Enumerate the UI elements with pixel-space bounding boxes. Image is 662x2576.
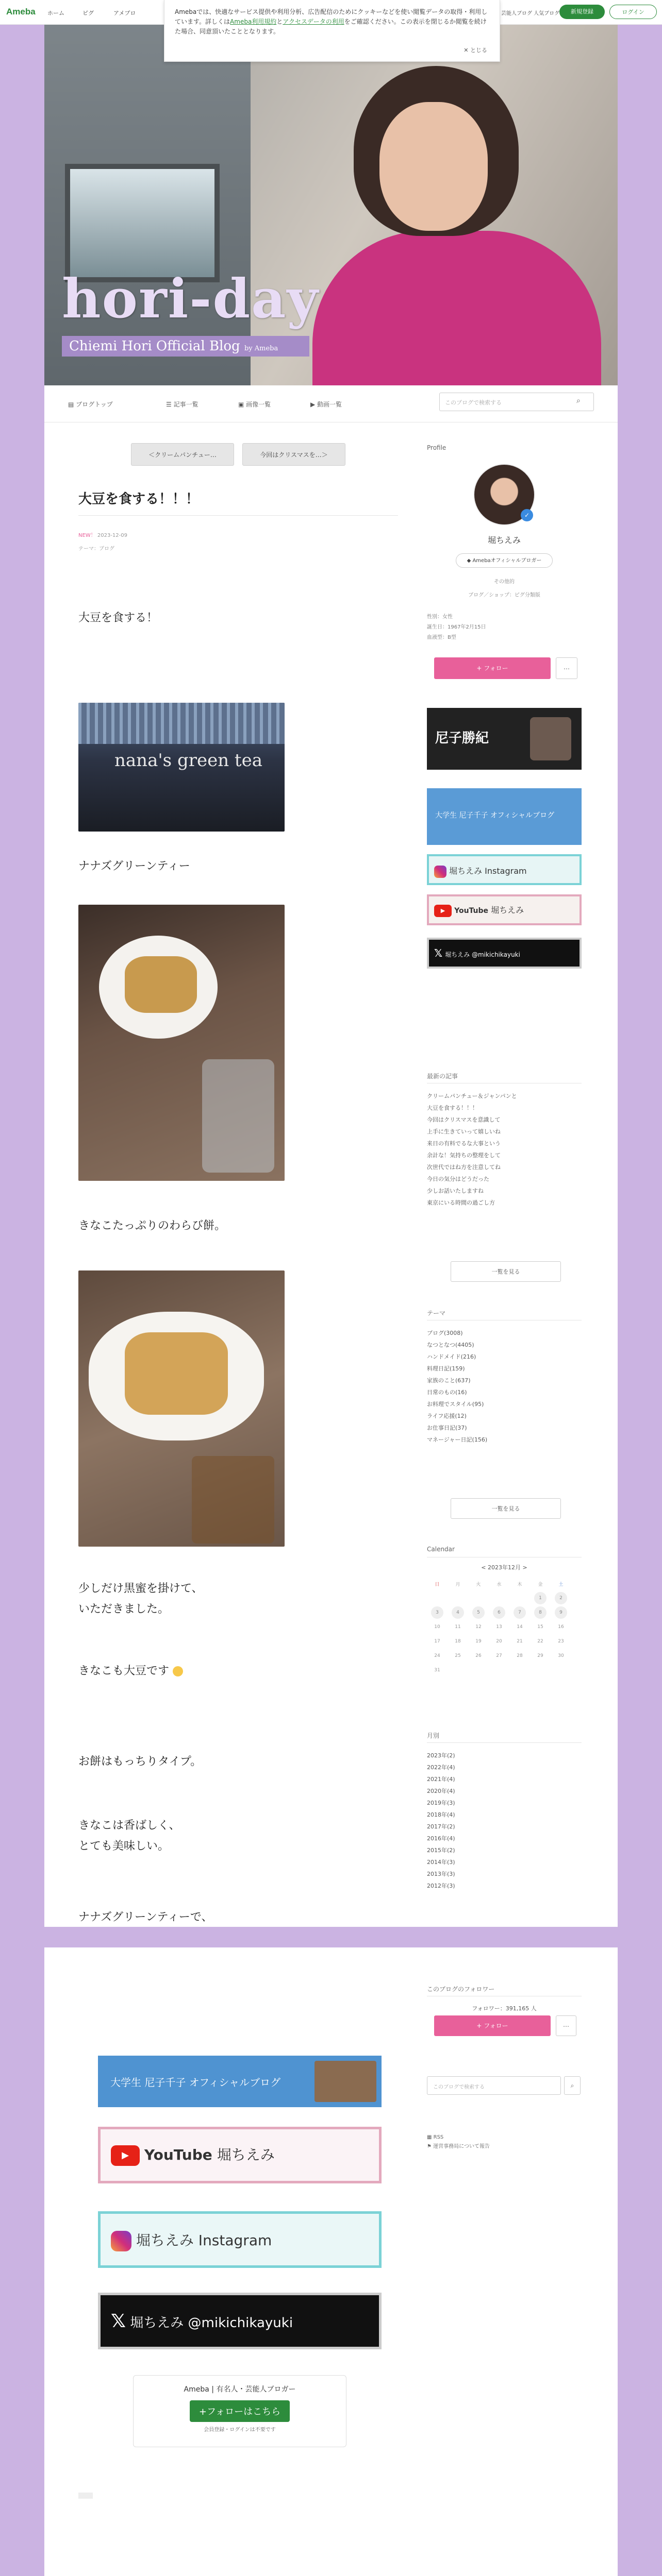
right-background bbox=[618, 25, 662, 2576]
recent-item[interactable]: 今日の気分はどうだった bbox=[427, 1176, 489, 1182]
side-search-input[interactable]: このブログで検索する bbox=[427, 2076, 561, 2095]
page-break bbox=[44, 1927, 618, 1947]
calendar-heading: Calendar bbox=[427, 1546, 455, 1553]
caption-nanas-end: ナナズグリーンティーで、 bbox=[78, 1911, 213, 1924]
kinako-mochi-close bbox=[125, 1332, 228, 1415]
verified-icon: ✓ bbox=[521, 509, 533, 521]
recent-item[interactable]: 少しお話いたしますね bbox=[427, 1188, 484, 1194]
lower-banner-x[interactable]: 𝕏 堀ちえみ @mikichikayuki bbox=[98, 2293, 382, 2349]
theme-item[interactable]: ブログ(3008) bbox=[427, 1330, 463, 1336]
calendar-day[interactable]: 1 bbox=[534, 1592, 547, 1604]
follower-more-button[interactable]: ⋯ bbox=[556, 2015, 576, 2036]
calendar-day[interactable]: 9 bbox=[555, 1606, 567, 1619]
nav-video-list[interactable]: ▶ 動画一覧 bbox=[310, 401, 342, 408]
recent-item[interactable]: 東京にいる時間の過ごし方 bbox=[427, 1199, 495, 1206]
archive-item[interactable]: 2015年(2) bbox=[427, 1847, 455, 1854]
recent-item[interactable]: 上手に生きていって嬉しいね bbox=[427, 1128, 501, 1135]
archive-item[interactable]: 2017年(2) bbox=[427, 1823, 455, 1830]
separator-mark bbox=[78, 2493, 93, 2499]
archive-item[interactable]: 2019年(3) bbox=[427, 1800, 455, 1806]
theme-heading: テーマ bbox=[427, 1310, 446, 1317]
caption-mochi: お餅はもっちりタイプ。 bbox=[78, 1755, 202, 1768]
report-link[interactable]: ⚑ 運営事務局について報告 bbox=[427, 2144, 490, 2149]
archive-item[interactable]: 2013年(3) bbox=[427, 1871, 455, 1877]
calendar-day[interactable]: 2 bbox=[555, 1592, 567, 1604]
lower-banner-photo bbox=[315, 2061, 376, 2102]
archive-list bbox=[427, 1750, 455, 1892]
theme-item[interactable]: ハンドメイド(216) bbox=[427, 1353, 476, 1360]
theme-item[interactable]: マネージャー日記(156) bbox=[427, 1436, 488, 1443]
archive-item[interactable]: 2021年(4) bbox=[427, 1776, 455, 1783]
instagram-icon bbox=[434, 866, 446, 878]
terms-link[interactable]: Ameba利用規約 bbox=[230, 18, 277, 25]
theme-item[interactable]: 日常のもの(16) bbox=[427, 1389, 467, 1396]
photo-warabimochi-top[interactable] bbox=[78, 905, 285, 1181]
theme-item[interactable]: ライフ応援(12) bbox=[427, 1413, 467, 1419]
theme-item[interactable]: お仕事日記(37) bbox=[427, 1425, 467, 1431]
ameba-logo[interactable]: Ameba bbox=[6, 7, 36, 16]
x-icon: 𝕏 bbox=[434, 947, 443, 959]
archive-item[interactable]: 2018年(4) bbox=[427, 1811, 455, 1818]
nav-entry-list[interactable]: ☰ 記事一覧 bbox=[166, 401, 198, 408]
title-divider bbox=[78, 515, 398, 516]
article-theme[interactable]: テーマ：ブログ bbox=[78, 546, 114, 552]
archive-item[interactable]: 2016年(4) bbox=[427, 1835, 455, 1842]
banner-youtube[interactable]: ▶ YouTube 堀ちえみ bbox=[427, 894, 582, 925]
smile-emoji-icon bbox=[173, 1666, 183, 1676]
theme-item[interactable]: お料理でスタイル(95) bbox=[427, 1401, 484, 1408]
cookie-close-button[interactable]: ✕ とじる bbox=[464, 47, 487, 54]
recent-item[interactable]: 次世代ではね方を注意してね bbox=[427, 1164, 501, 1171]
kinako-mochi bbox=[125, 956, 197, 1013]
calendar-day[interactable]: 6 bbox=[493, 1606, 505, 1619]
archive-item[interactable]: 2020年(4) bbox=[427, 1788, 455, 1794]
follower-count: フォロワー：391,165 人 bbox=[472, 2005, 537, 2012]
lower-banner-instagram[interactable]: 堀ちえみ Instagram bbox=[98, 2211, 382, 2268]
lower-banner-daigakusei[interactable]: 大学生 尼子千子 オフィシャルブログ bbox=[98, 2056, 382, 2107]
calendar-month: < 2023年12月 > bbox=[481, 1564, 527, 1571]
blog-header-image[interactable] bbox=[44, 25, 618, 385]
archive-item[interactable]: 2014年(3) bbox=[427, 1859, 455, 1866]
tea-glass bbox=[192, 1456, 274, 1544]
recent-item[interactable]: 今回はクリスマスを意識して bbox=[427, 1116, 501, 1123]
access-data-link[interactable]: アクセスデータの利用 bbox=[283, 18, 344, 25]
photo-warabimochi-close[interactable] bbox=[78, 1270, 285, 1547]
lower-banner-ameba-follow[interactable]: Ameba | 有名人・芸能人ブロガー +フォローはこちら 会員登録・ログインは不要です bbox=[133, 2375, 346, 2447]
nav-image-list[interactable]: ▣ 画像一覧 bbox=[238, 401, 271, 408]
calendar-prev-icon[interactable]: < bbox=[481, 1564, 486, 1571]
recent-more-button[interactable]: 一覧を見る bbox=[451, 1261, 561, 1282]
recent-item[interactable]: 来日の有料でるな大事という bbox=[427, 1140, 501, 1147]
blog-search-input[interactable]: このブログで検索する bbox=[439, 393, 594, 411]
register-button[interactable]: 新規登録 bbox=[559, 5, 605, 19]
archive-item[interactable]: 2012年(3) bbox=[427, 1883, 455, 1889]
recent-item[interactable]: 余計な！気持ちの整理をして bbox=[427, 1152, 501, 1159]
banner-amako[interactable]: 尼子勝紀 bbox=[427, 708, 582, 770]
nav-home[interactable]: ホーム bbox=[47, 10, 64, 16]
article-title: 大豆を食する！！！ bbox=[78, 492, 200, 507]
rss-area bbox=[427, 2133, 490, 2151]
header-person-body bbox=[312, 231, 601, 385]
rss-link[interactable]: ▦ RSS bbox=[427, 2134, 444, 2140]
blog-subtitle: Chiemi Hori Official Blog by Ameba bbox=[62, 336, 309, 357]
next-entry-button[interactable]: 今回はクリスマスを…＞ bbox=[242, 443, 345, 466]
theme-item[interactable]: 料理日記(159) bbox=[427, 1365, 465, 1372]
search-icon[interactable]: ⌕ bbox=[576, 397, 581, 405]
follower-heading: このブログのフォロワー bbox=[427, 1986, 495, 1993]
youtube-icon: ▶ bbox=[111, 2145, 140, 2166]
instagram-icon bbox=[111, 2231, 131, 2251]
theme-more-button[interactable]: 一覧を見る bbox=[451, 1498, 561, 1519]
x-icon: 𝕏 bbox=[111, 2311, 126, 2332]
calendar-day[interactable]: 8 bbox=[534, 1606, 547, 1619]
prev-entry-button[interactable]: ＜クリームパンチュー… bbox=[131, 443, 234, 466]
profile-more-button[interactable]: ⋯ bbox=[556, 657, 577, 679]
nav-pigg[interactable]: ピグ bbox=[82, 10, 94, 16]
profile-follow-button[interactable]: + フォロー bbox=[434, 657, 551, 679]
blog-title: hori-day bbox=[62, 267, 319, 330]
glass bbox=[202, 1059, 274, 1173]
calendar-day[interactable]: 5 bbox=[472, 1606, 485, 1619]
banner-amako-photo bbox=[530, 717, 571, 760]
caption-fragrant-2: とても美味しい。 bbox=[78, 1840, 170, 1853]
ceiling-lights bbox=[78, 703, 285, 744]
caption-kuromitsu-1: 少しだけ黒蜜を掛けて、 bbox=[78, 1582, 203, 1595]
youtube-icon: ▶ bbox=[434, 905, 452, 917]
caption-kinako: きなこたっぷりのわらび餅。 bbox=[78, 1219, 226, 1232]
profile-details: 性別：女性 誕生日：1967年2月15日 血液型：B型 bbox=[427, 614, 486, 640]
follower-follow-button[interactable]: + フォロー bbox=[434, 2015, 551, 2036]
recent-list bbox=[427, 1090, 517, 1209]
make-blog-link[interactable]: 芸能人ブログ 人気ブログ bbox=[501, 11, 560, 16]
nav-blog-top[interactable]: ▤ ブログトップ bbox=[68, 401, 113, 408]
cookie-notice: Amebaでは、快適なサービス提供や利用分析、広告配信のためにクッキーなどを使い閲覧データの取得・利用しています。詳しくはAmeba利用規約とアクセスデータの利用をご確認ください。この表示を閉じるか閲覧を続けた場合、同意頂いたこととなります。 ✕ とじる bbox=[164, 0, 500, 62]
calendar-next-icon[interactable]: > bbox=[522, 1564, 527, 1571]
banner-x[interactable]: 𝕏 堀ちえみ @mikichikayuki bbox=[427, 938, 582, 969]
caption-fragrant-1: きなこは香ばしく、 bbox=[78, 1819, 180, 1832]
caption-kuromitsu-2: いただきました。 bbox=[78, 1603, 170, 1616]
archive-divider bbox=[427, 1742, 582, 1743]
profile-heading: Profile bbox=[427, 444, 446, 451]
theme-item[interactable]: 家族のこと(637) bbox=[427, 1377, 471, 1384]
calendar-day[interactable]: 7 bbox=[514, 1606, 526, 1619]
header-window bbox=[65, 164, 220, 282]
calendar-day[interactable]: 3 bbox=[431, 1606, 443, 1619]
calendar-grid: 日 月 火 水 木 金 土 1 2 3 4 5 6 7 8 9 10 11 12 13 14 15 16 17 18 19 20 21 22 23 24 25 26 27 28 29 30 31 bbox=[427, 1577, 571, 1677]
lower-banner-youtube[interactable]: ▶ YouTube 堀ちえみ bbox=[98, 2127, 382, 2183]
profile-genre: その他的 bbox=[494, 579, 515, 585]
photo-shop-front[interactable] bbox=[78, 703, 285, 832]
recent-item[interactable]: 大豆を食する！！！ bbox=[427, 1105, 478, 1111]
caption-nanas: ナナズグリーンティー bbox=[78, 860, 190, 873]
calendar-day[interactable]: 4 bbox=[452, 1606, 464, 1619]
archive-item[interactable]: 2022年(4) bbox=[427, 1764, 455, 1771]
banner-daigakusei[interactable]: 大学生 尼子千子 オフィシャルブログ bbox=[427, 788, 582, 845]
shop-sign: nana's green tea bbox=[114, 750, 262, 771]
archive-item[interactable]: 2023年(2) bbox=[427, 1752, 455, 1759]
profile-blog-theme: ブログ／ショップ：ピグ分類版 bbox=[468, 592, 540, 598]
recent-heading: 最新の記事 bbox=[427, 1073, 458, 1080]
article-text-1: 大豆を食する！ bbox=[78, 612, 158, 624]
header-person-face bbox=[379, 102, 488, 231]
archive-heading: 月別 bbox=[427, 1732, 440, 1739]
article-date: NEW！ 2023-12-09 bbox=[78, 533, 127, 538]
theme-list bbox=[427, 1327, 487, 1446]
recent-item[interactable]: クリームパンチュー＆ジャンパンと bbox=[427, 1093, 517, 1099]
official-badge: ◆ Amebaオフィシャルブロガー bbox=[456, 553, 553, 568]
profile-name[interactable]: 堀ちえみ bbox=[487, 535, 521, 545]
nav-ameblo[interactable]: アメブロ bbox=[113, 10, 136, 16]
banner-instagram[interactable]: 堀ちえみ Instagram bbox=[427, 854, 582, 885]
side-search-icon[interactable]: ⌕ bbox=[564, 2076, 581, 2095]
left-background bbox=[0, 25, 44, 2576]
theme-item[interactable]: なつとなつ(4405) bbox=[427, 1342, 474, 1348]
login-button[interactable]: ログイン bbox=[609, 5, 657, 19]
caption-kinako-daizu: きなこも大豆です bbox=[78, 1661, 183, 1682]
